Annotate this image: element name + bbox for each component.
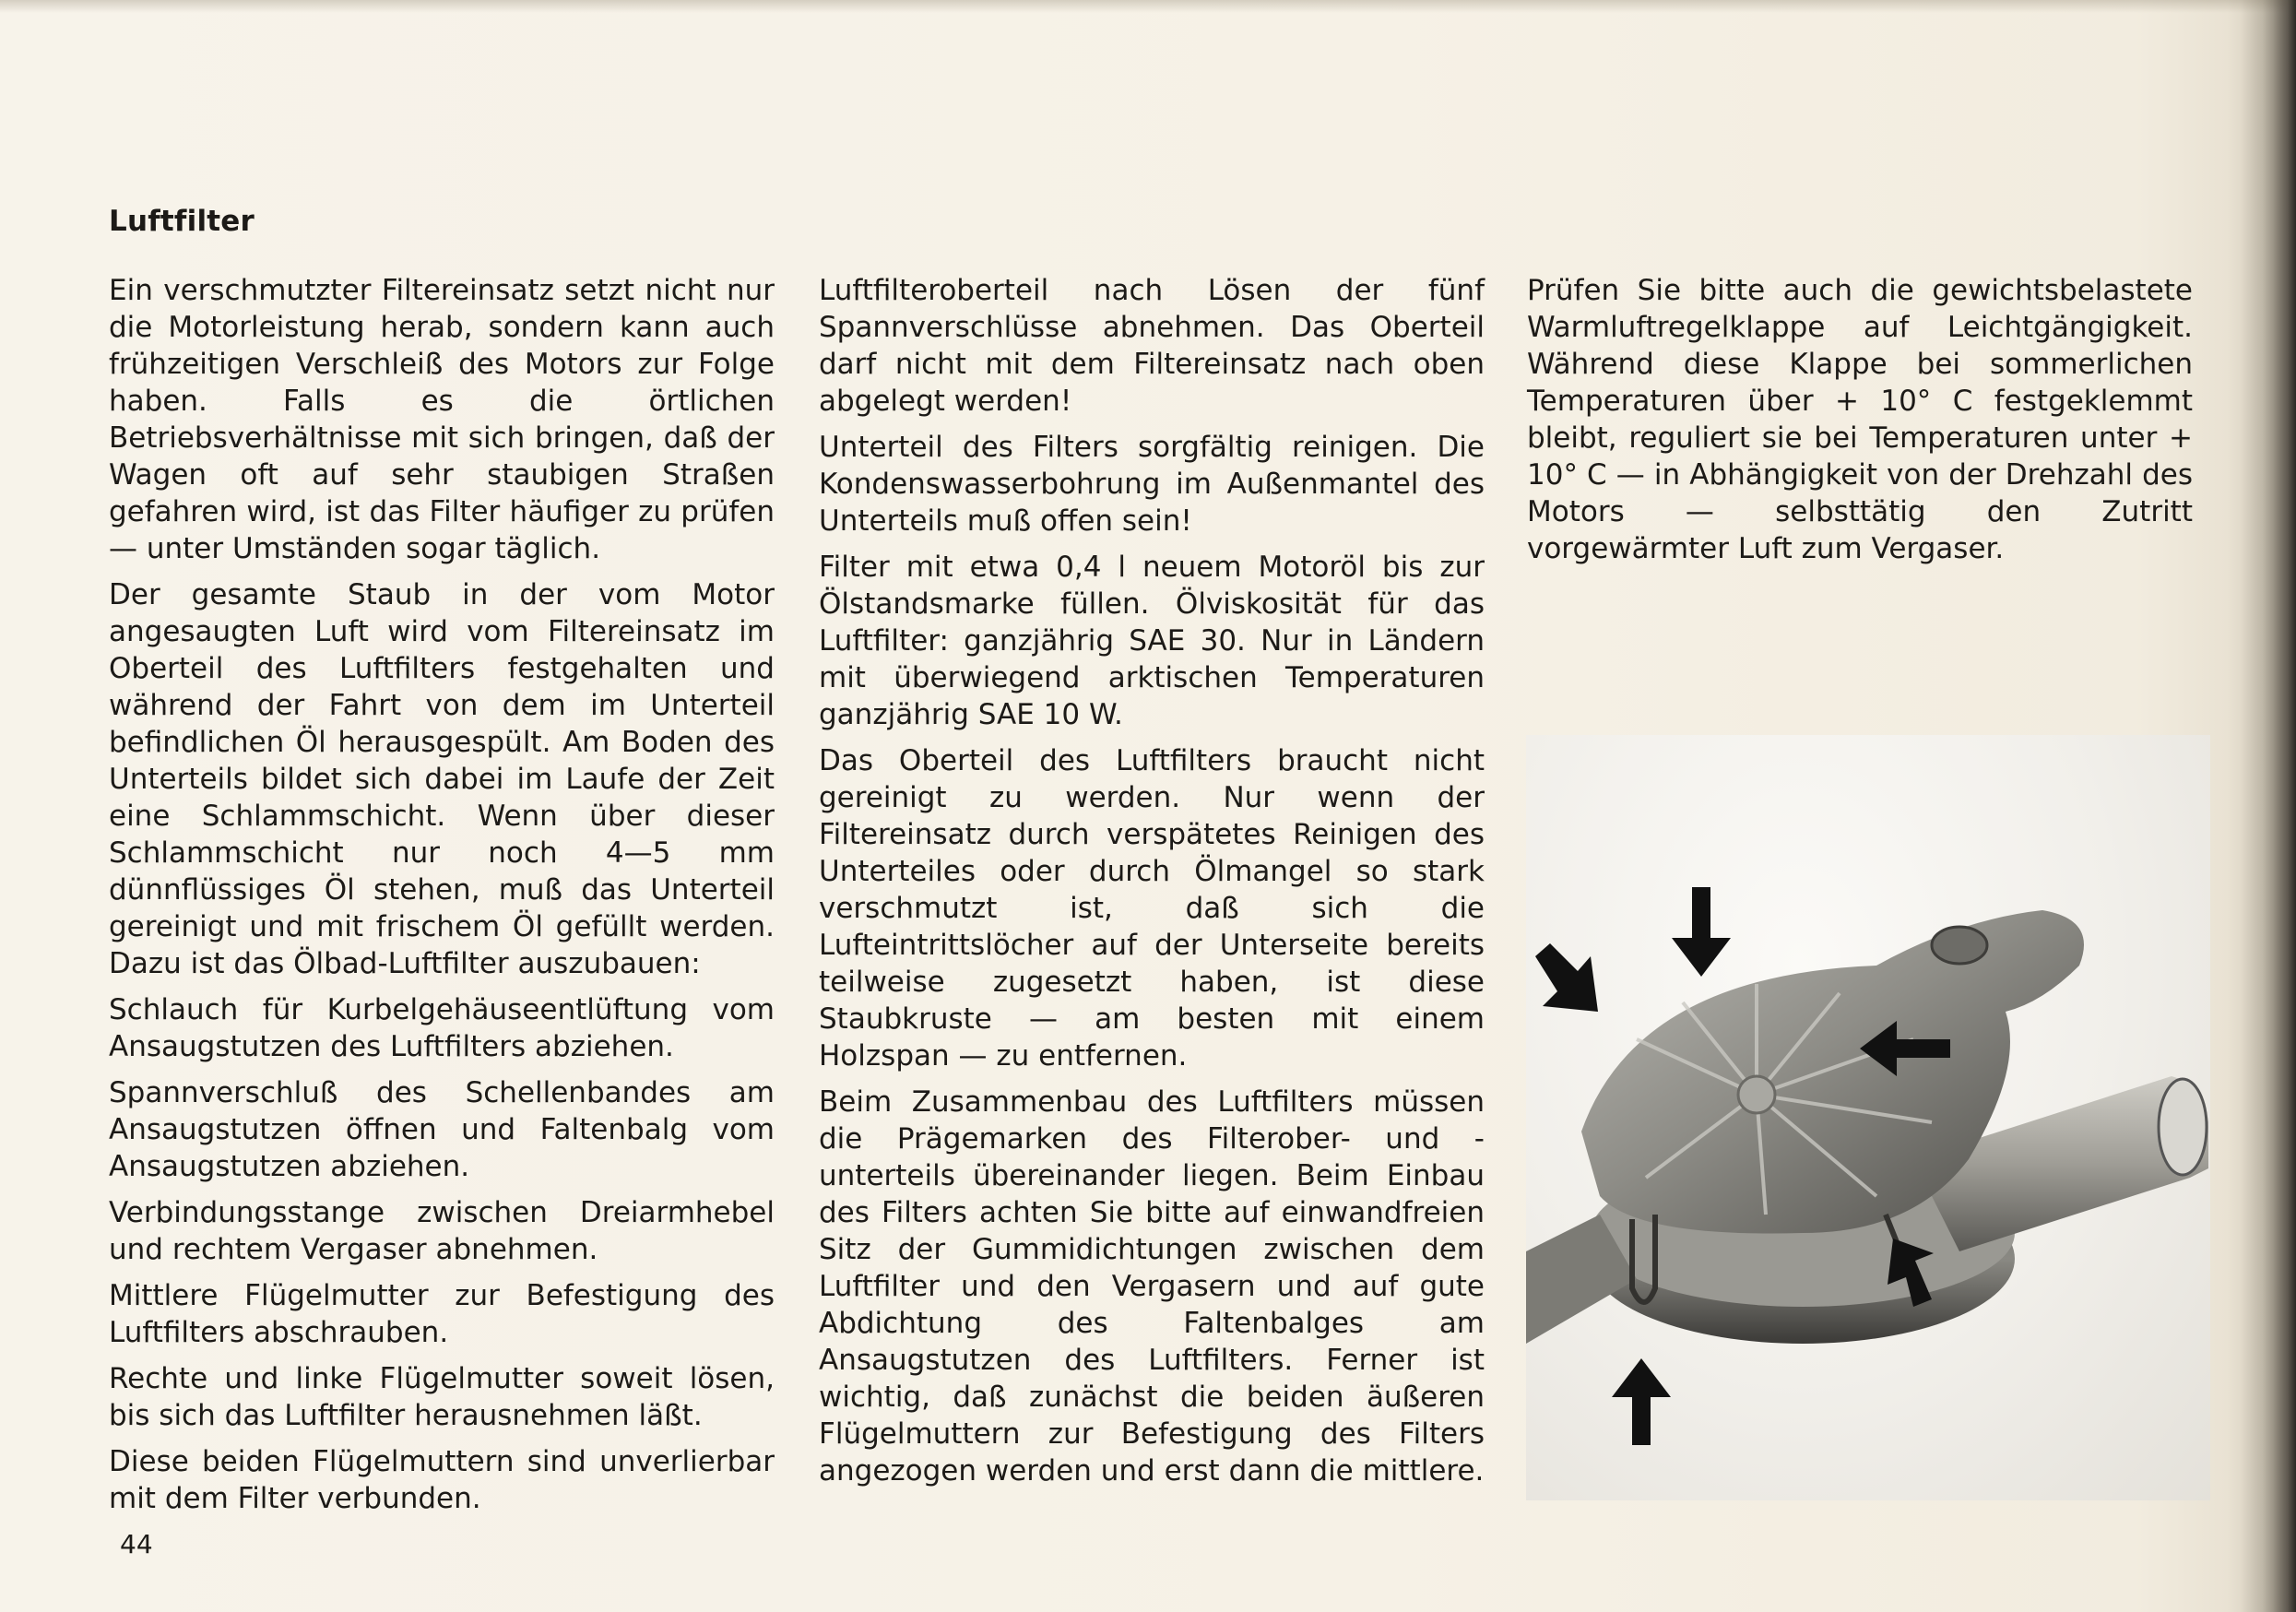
binding-shadow <box>2241 0 2296 1612</box>
paragraph: Der gesamte Staub in der vom Motor angesaugten Luft wird vom Filtereinsatz im Oberteil des Luftfilters festgehalten und während der Fahrt von dem im Unterteil befindlichen Öl herausgespült. Am Boden des Unterteils bildet sich dabei im Laufe der Zeit eine Schlammschicht. Wenn über dieser Schlammschicht nur noch 4—5 mm dünnflüssiges Öl stehen, muß das Unterteil gereinigt und mit frischem Öl gefüllt werden. Dazu ist das Ölbad-Luftfilter auszubauen: <box>109 578 775 980</box>
intake-opening <box>2159 1079 2207 1175</box>
air-filter-photo <box>1526 735 2210 1500</box>
paragraph: Mittlere Flügelmutter zur Befestigung des Luftfilters abschrauben. <box>109 1279 775 1349</box>
paragraph: Luftfilteroberteil nach Lösen der fünf Spannverschlüsse abnehmen. Das Oberteil darf nicht mit dem Filtereinsatz nach oben abgelegt werden! <box>819 274 1485 418</box>
arrow-upper-left <box>1535 943 1598 1012</box>
arrow-bottom-left <box>1612 1358 1671 1445</box>
text-column-2 <box>819 272 1485 1499</box>
air-filter-illustration <box>1526 735 2210 1500</box>
oil-cap <box>1932 927 1987 964</box>
paragraph: Filter mit etwa 0,4 l neuem Motoröl bis zur Ölstandsmarke füllen. Ölviskosität für das Luftfilter: ganzjährig SAE 30. Nur in Ländern mit überwiegend arktischen Temperaturen ganzjährig SAE 10 W. <box>819 551 1485 731</box>
paragraph: Unterteil des Filters sorgfältig reinigen. Die Kondenswasserbohrung im Außenmantel des Unterteils muß offen sein! <box>819 431 1485 538</box>
paragraph: Das Oberteil des Luftfilters braucht nicht gereinigt zu werden. Nur wenn der Filtereinsatz durch verspätetes Reinigen des Unterteiles oder durch Ölmangel so stark verschmutzt ist, daß sich die Lufteintrittslöcher auf der Unterseite bereits teilweise zugesetzt haben, ist diese Staubkruste — am besten mit einem Holzspan — zu entfernen. <box>819 744 1485 1073</box>
text-column-1 <box>109 272 775 1526</box>
paragraph: Rechte und linke Flügelmutter soweit lösen, bis sich das Luftfilter herausnehmen läßt. <box>109 1362 775 1432</box>
section-heading: Luftfilter <box>109 205 254 238</box>
arrow-top <box>1672 887 1731 977</box>
paragraph: Beim Zusammenbau des Luftfilters müssen die Prägemarken des Filterober- und -unterteils übereinander liegen. Beim Einbau des Filters achten Sie bitte auf einwandfreien Sitz der Gummidichtungen zwischen dem Luftfilter und den Vergasern und auf gute Abdichtung des Faltenbalges am Ansaugstutzen des Luftfilters. Ferner ist wichtig, daß zunächst die beiden äußeren Flügelmuttern zur Befestigung des Filters angezogen werden und erst dann die mittlere. <box>819 1085 1485 1488</box>
paragraph: Diese beiden Flügelmuttern sind unverlierbar mit dem Filter verbunden. <box>109 1445 775 1515</box>
paragraph: Ein verschmutzter Filtereinsatz setzt nicht nur die Motorleistung herab, sondern kann auch frühzeitigen Verschleiß des Motors zur Folge haben. Falls es die örtlichen Betriebsverhältnisse mit sich bringen, daß der Wagen oft auf sehr staubigen Straßen gefahren wird, ist das Filter häufiger zu prüfen — unter Umständen sogar täglich. <box>109 274 775 565</box>
paragraph: Spannverschluß des Schellenbandes am Ansaugstutzen öffnen und Faltenbalg vom Ansaugstutzen abziehen. <box>109 1076 775 1183</box>
page-top-edge <box>0 0 2296 13</box>
lid-center-nut <box>1738 1076 1775 1113</box>
paragraph: Schlauch für Kurbelgehäuseentlüftung vom Ansaugstutzen des Luftfilters abziehen. <box>109 993 775 1063</box>
text-column-3 <box>1527 272 2193 576</box>
paragraph: Verbindungsstange zwischen Dreiarmhebel und rechtem Vergaser abnehmen. <box>109 1196 775 1266</box>
page-number: 44 <box>120 1529 153 1559</box>
paragraph: Prüfen Sie bitte auch die gewichtsbelastete Warmluftregelklappe auf Leichtgängigkeit. Während diese Klappe bei sommerlichen Temperaturen über + 10° C festgeklemmt bleibt, reguliert sie bei Temperaturen unter + 10° C — in Abhängigkeit von der Drehzahl des Motors — selbsttätig den Zutritt vorgewärmter Luft zum Vergaser. <box>1527 274 2193 565</box>
